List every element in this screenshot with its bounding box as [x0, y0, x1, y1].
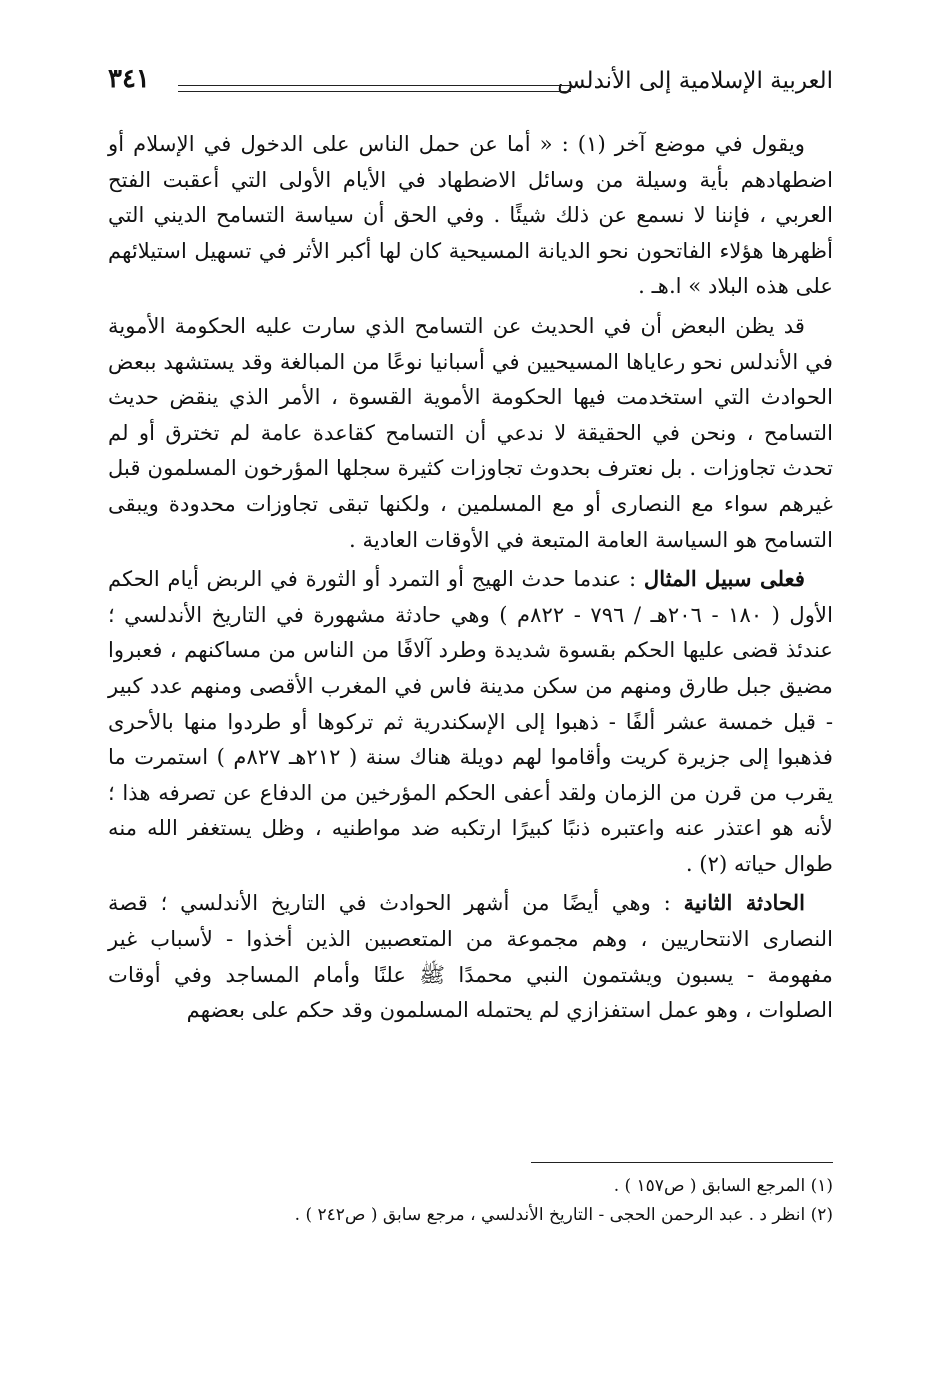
chapter-title: العربية الإسلامية إلى الأندلس	[557, 68, 833, 94]
paragraph-text: : وهي أيضًا من أشهر الحوادث في التاريخ الأندلسي ؛ قصة النصارى الانتحاريين ، وهم مجموعة من المتعصبين الذين أخذوا - لأسباب غير مفهومة - يسبون ويشتمون النبي محمدًا ﷺ علنًا وأمام المساجد وفي أوقات الصلوات ، وهو عمل استفزازي لم يحتمله المسلمون وقد حكم على بعضهم	[108, 890, 833, 1023]
footnote-area	[108, 0, 833, 1382]
footnote-separator	[531, 1162, 833, 1163]
paragraph-text: : عندما حدث الهيج أو التمرد أو الثورة في الربض أيام الحكم الأول ( ١٨٠ - ٢٠٦هـ / ٧٩٦ - ٨٢٢م ) وهي حادثة مشهورة في التاريخ الأندلسي ؛ عندئذ قضى عليها الحكم بقسوة شديدة وطرد آلافًا من الناس من مساكنهم ، فعبروا مضيق جبل طارق ومنهم من سكن مدينة فاس في المغرب الأقصى ومنهم عدد كبير - قيل خمسة عشر ألفًا - ذهبوا إلى الإسكندرية ثم تركوها أو طردوا منها بالأحرى فذهبوا إلى جزيرة كريت وأقاموا لهم دويلة هناك سنة ( ٢١٢هـ ٨٢٧م ) استمرت ما يقرب من قرن من الزمان ولقد أعفى الحكم المؤرخين من الدفاع عن تصرفه هذا ؛ لأنه هو اعتذر عنه واعتبره ذنبًا كبيرًا ارتكبه ضد مواطنيه ، وظل يستغفر الله منه طوال حياته (٢) .	[108, 566, 834, 876]
page-number: ٣٤١	[108, 64, 150, 94]
paragraph-lead: فعلى سبيل المثال	[643, 566, 805, 592]
paragraph-text: قد يظن البعض أن في الحديث عن التسامح الذي سارت عليه الحكومة الأموية في الأندلس نحو رعاياها المسيحيين في أسبانيا نوعًا من المبالغة وقد يستشهد ببعض الحوادث التي استخدمت فيها الحكومة الأموية القسوة ، الأمر الذي ينقض حديث التسامح ، ونحن في الحقيقة لا ندعي أن التسامح كقاعدة عامة لم تخترق أو لم تحدث تجاوزات . بل نعترف بحدوث تجاوزات كثيرة سجلها المؤرخون المسلمون قبل غيرهم سواء مع النصارى أو مع المسلمين ، ولكنها تبقى تجاوزات محدودة ويبقى التسامح هو السياسة العامة المتبعة في الأوقات العادية .	[108, 312, 833, 552]
footnotes	[108, 1172, 833, 1230]
paragraph-lead: الحادثة الثانية	[683, 890, 805, 916]
footnote: (١) المرجع السابق ( ص١٥٧ ) .	[613, 1176, 833, 1196]
footnote: (٢) انظر د . عبد الرحمن الحجى - التاريخ الأندلسي ، مرجع سابق ( ص٢٤٢ ) .	[294, 1205, 833, 1225]
paragraph-text: ويقول في موضع آخر (١) : « أما عن حمل الناس على الدخول في الإسلام أو اضطهادهم بأية وسيلة من وسائل الاضطهاد في الأيام الأولى التي أعقبت الفتح العربي ، فإننا لا نسمع عن ذلك شيئًا . وفي الحق أن سياسة التسامح الديني التي أظهرها هؤلاء الفاتحون نحو الديانة المسيحية كان لها أكبر الأثر في تسهيل استيلائهم على هذه البلاد » ا.هـ .	[108, 131, 833, 299]
